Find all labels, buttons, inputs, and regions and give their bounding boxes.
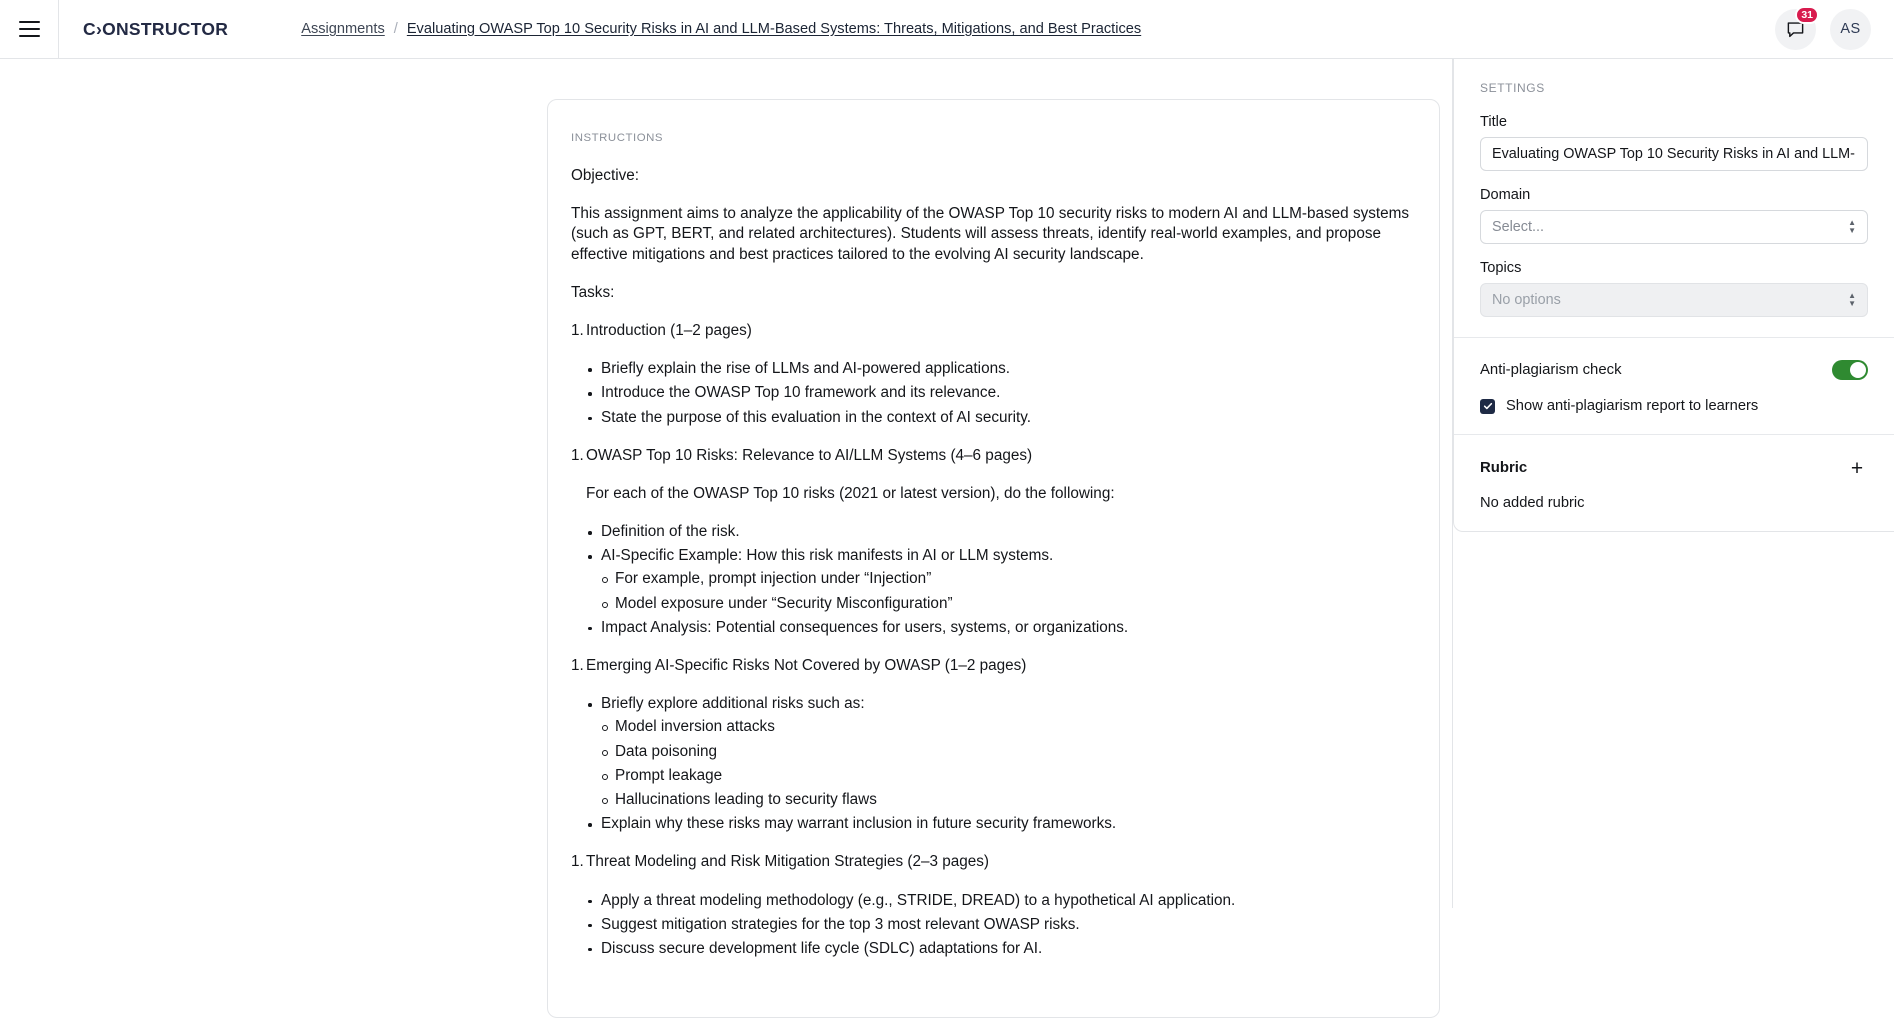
task-title: Emerging AI-Specific Risks Not Covered by OWASP (1–2 pages) <box>586 657 1027 674</box>
instructions-card <box>547 99 1440 1018</box>
task-bullet: Explain why these risks may warrant inclusion in future security frameworks. <box>601 814 1416 834</box>
task-bullet: Briefly explore additional risks such as: Model inversion attacks Data poisoning Prompt leakage Hallucinations leading to security flaws <box>601 694 1416 810</box>
plus-icon: + <box>1850 456 1864 480</box>
topics-select-value: No options <box>1492 292 1561 308</box>
settings-fields-section <box>1454 59 1894 337</box>
hamburger-line <box>19 21 40 23</box>
chevron-updown-icon <box>1848 293 1856 307</box>
task-heading <box>571 321 1416 341</box>
task-number: 1. <box>571 321 584 339</box>
domain-select-value: Select... <box>1492 219 1544 235</box>
settings-card <box>1453 59 1894 532</box>
task-bullet-list <box>571 694 1416 834</box>
task-number: 1. <box>571 657 584 674</box>
show-report-label: Show anti-plagiarism report to learners <box>1506 398 1759 414</box>
hamburger-line <box>19 28 40 30</box>
objective-paragraph: This assignment aims to analyze the applicability of the OWASP Top 10 security risks to modern AI and LLM-based systems (such as GPT, BERT, and related architectures). Students will assess threats, identify real-world examples, and propose effective mitigations and best practices tailored to the evolving AI security landscape. <box>571 205 1410 263</box>
task-bullet: Discuss secure development life cycle (SDLC) adaptations for AI. <box>601 939 1416 959</box>
breadcrumb <box>228 21 1775 37</box>
show-report-checkbox[interactable] <box>1480 399 1495 414</box>
page-body <box>0 59 1893 957</box>
breadcrumb-assignments-link[interactable]: Assignments <box>301 21 385 37</box>
topics-field-block <box>1480 260 1868 317</box>
title-field-block <box>1480 114 1868 171</box>
task-sub-bullet: Model exposure under “Security Misconfiguration” <box>615 594 1416 614</box>
instructions-label: INSTRUCTIONS <box>571 132 664 144</box>
chevron-updown-icon <box>1848 220 1856 234</box>
toggle-knob <box>1850 362 1866 378</box>
task-bullet: Briefly explain the rise of LLMs and AI-powered applications. <box>601 359 1416 379</box>
chat-bubble-icon[interactable] <box>1775 9 1816 50</box>
settings-panel <box>1452 59 1893 908</box>
topics-select[interactable] <box>1480 283 1868 317</box>
chevron-down-glyph: ▼ <box>1848 226 1856 235</box>
chevron-up-glyph: ▲ <box>1848 291 1856 300</box>
antiplagiarism-toggle[interactable] <box>1832 360 1868 380</box>
antiplagiarism-section <box>1454 338 1894 434</box>
task-bullet: Impact Analysis: Potential consequences for users, systems, or organizations. <box>601 618 1416 638</box>
task-bullet: Apply a threat modeling methodology (e.g., STRIDE, DREAD) to a hypothetical AI application. <box>601 891 1416 911</box>
domain-label: Domain <box>1480 187 1531 203</box>
tasks-heading: Tasks: <box>571 283 615 301</box>
task-sub-bullet-list <box>601 569 1416 613</box>
task-title: Introduction (1–2 pages) <box>586 321 752 339</box>
task-sub-bullet: For example, prompt injection under “Injection” <box>615 569 1416 589</box>
domain-select[interactable] <box>1480 210 1868 244</box>
topbar-actions <box>1775 9 1893 50</box>
task-bullet-list <box>571 891 1416 960</box>
domain-field-block <box>1480 187 1868 244</box>
title-input[interactable] <box>1480 137 1868 171</box>
add-rubric-button[interactable] <box>1846 457 1868 479</box>
chevron-down-glyph: ▼ <box>1848 299 1856 308</box>
hamburger-line <box>19 35 40 37</box>
task-bullet: Suggest mitigation strategies for the top 3 most relevant OWASP risks. <box>601 915 1416 935</box>
top-bar <box>0 0 1893 59</box>
task-heading <box>571 656 1416 676</box>
task-sub-bullet: Prompt leakage <box>615 766 1416 786</box>
assignment-content-area <box>0 59 1452 957</box>
avatar[interactable] <box>1830 9 1871 50</box>
task-heading <box>571 852 1416 872</box>
app-logo[interactable] <box>59 19 228 40</box>
task-heading <box>571 446 1416 466</box>
checkmark-icon <box>1483 401 1493 411</box>
task-bullet: Introduce the OWASP Top 10 framework and its relevance. <box>601 383 1416 403</box>
instructions-body <box>571 166 1416 959</box>
task-sub-bullet: Model inversion attacks <box>615 717 1416 737</box>
chevron-up-glyph: ▲ <box>1848 218 1856 227</box>
objective-heading: Objective: <box>571 167 640 184</box>
antiplagiarism-label: Anti-plagiarism check <box>1480 362 1622 378</box>
settings-heading: SETTINGS <box>1480 81 1545 95</box>
rubric-empty-text: No added rubric <box>1480 495 1585 511</box>
logo-text: C›ONSTRUCTOR <box>83 18 229 39</box>
task-sub-bullet: Data poisoning <box>615 742 1416 762</box>
task-title: Threat Modeling and Risk Mitigation Strategies (2–3 pages) <box>586 853 990 871</box>
topics-label: Topics <box>1480 260 1522 276</box>
breadcrumb-current-assignment[interactable]: Evaluating OWASP Top 10 Security Risks in AI and LLM-Based Systems: Threats, Mitigations, and Best Practices <box>406 21 1142 37</box>
title-label: Title <box>1480 114 1508 130</box>
task-bullet-list <box>571 522 1416 638</box>
breadcrumb-separator: / <box>393 21 398 37</box>
task-number: 1. <box>571 853 584 871</box>
tasks-list <box>571 321 1416 959</box>
hamburger-menu-icon[interactable] <box>0 0 58 58</box>
notification-badge: 31 <box>1795 6 1819 24</box>
task-bullet-list <box>571 359 1416 428</box>
task-bullet: State the purpose of this evaluation in the context of AI security. <box>601 408 1416 428</box>
show-report-checkbox-row[interactable] <box>1480 398 1868 414</box>
task-title: OWASP Top 10 Risks: Relevance to AI/LLM Systems (4–6 pages) <box>586 446 1033 464</box>
task-sub-bullet: Hallucinations leading to security flaws <box>615 790 1416 810</box>
task-number: 1. <box>571 446 584 464</box>
task-sub-bullet-list <box>601 717 1416 810</box>
antiplagiarism-row <box>1480 360 1868 380</box>
task-bullet: AI-Specific Example: How this risk manifests in AI or LLM systems. For example, prompt injection under “Injection” Model exposure under “Security Misconfiguration” <box>601 546 1416 614</box>
avatar-initials: AS <box>1840 21 1861 37</box>
rubric-label: Rubric <box>1480 460 1528 476</box>
task-subtitle: For each of the OWASP Top 10 risks (2021 or latest version), do the following: <box>586 484 1115 502</box>
task-bullet: Definition of the risk. <box>601 522 1416 542</box>
rubric-section <box>1454 435 1894 531</box>
rubric-header <box>1480 457 1868 479</box>
